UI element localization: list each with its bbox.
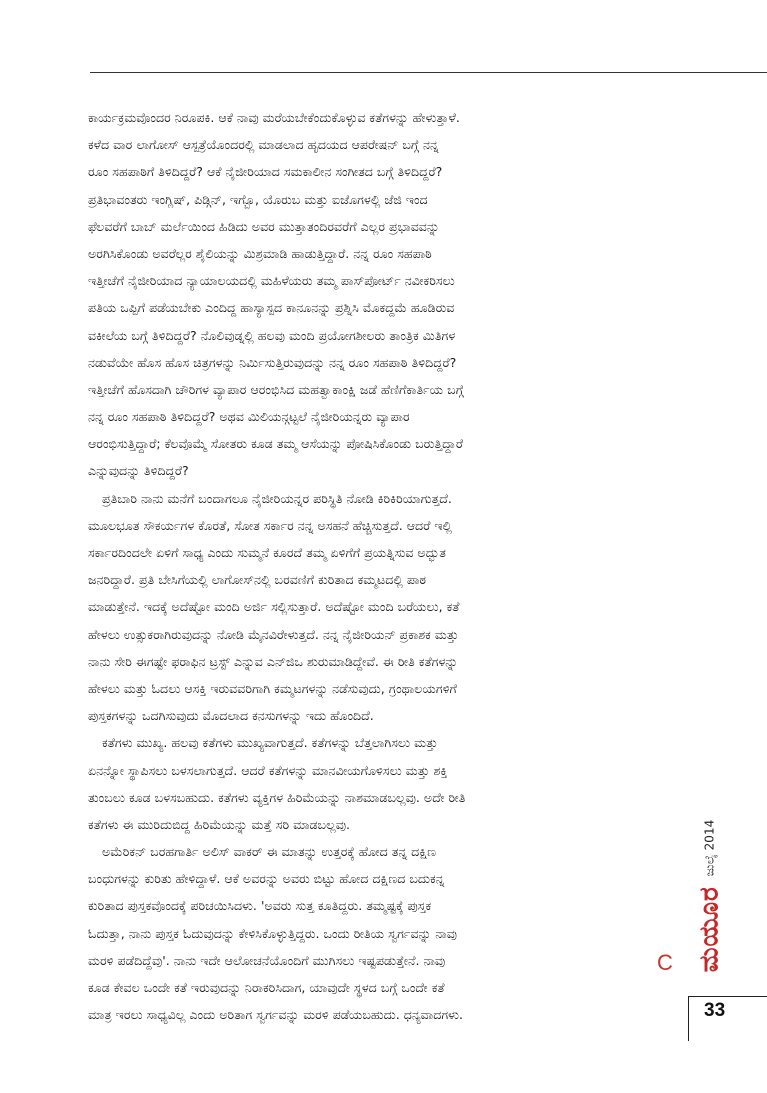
body-line: ಪ್ರತಿಭಾವಂತರು ಇಂಗ್ಲಿಷ್, ಪಿಡ್ಗಿನ್, ಇಗ್ಬೊ, ಯೊರುಬ ಮತ್ತು ಐಜೊಗಳಲ್ಲಿ ಜೆಜಿ ಇಂದ [88,191,428,207]
magazine-logo: ಮಯೂರ [694,886,725,973]
body-line: ಫೆಲವರೆಗೆ ಬಾಬ್ ಮರ್ಲೆಯಿಂದ ಹಿಡಿದು ಅವರ ಮುತ್ತಾತಂದಿರವರೆಗೆ ಎಲ್ಲರ ಪ್ರಭಾವವನ್ನು [88,218,440,234]
sidebar-rotated-group [695,820,726,972]
body-line: ಮೂಲಭೂತ ಸೌಕರ್ಯಗಳ ಕೊರತೆ, ಸೋತ ಸರ್ಕಾರ ನನ್ನ ಅಸಹನೆ ಹೆಚ್ಚಿಸುತ್ತದೆ. ಆದರೆ ಇಲ್ಲಿ [88,517,453,533]
body-line: ಜನರಿದ್ದಾರೆ. ಪ್ರತಿ ಬೇಸಿಗೆಯಲ್ಲಿ ಲಾಗೋಸ್‌ನಲ್ಲಿ ಬರವಣಿಗೆ ಕುರಿತಾದ ಕಮ್ಮಟದಲ್ಲಿ ಪಾಠ [88,572,427,588]
body-line: ಕತೆಗಳು ಮುಖ್ಯ. ಹಲವು ಕತೆಗಳು ಮುಖ್ಯವಾಗುತ್ತದೆ. ಕತೆಗಳನ್ನು ಬೆತ್ತಲಾಗಿಸಲು ಮತ್ತು [102,735,438,751]
magazine-sidebar [688,806,732,986]
body-line: ತುಂಬಲು ಕೂಡ ಬಳಸಬಹುದು. ಕತೆಗಳು ವ್ಯಕ್ತಿಗಳ ಹಿರಿಮೆಯನ್ನು ನಾಶಮಾಡಬಲ್ಲವು. ಅದೇ ರೀತಿ [88,789,466,805]
body-line: ಕುರಿತಾದ ಪುಸ್ತಕವೊಂದಕ್ಕೆ ಪರಿಚಯಿಸಿದಳು. 'ಅವರು ಸುತ್ತ ಕೂತಿದ್ದರು. ತಮ್ಮಷ್ಟಕ್ಕೆ ಪುಸ್ತಕ [88,898,432,914]
body-line: ಅಮೆರಿಕನ್ ಬರಹಗಾರ್ತಿ ಅಲಿಸ್ ವಾಕರ್ ಈ ಮಾತನ್ನು ಉತ್ತರಕ್ಕೆ ಹೋದ ತನ್ನ ದಕ್ಷಿಣ [102,844,437,860]
body-line: ಅರಗಿಸಿಕೊಂಡು ಅವರೆಲ್ಲರ ಶೈಲಿಯನ್ನು ಮಿಶ್ರಮಾಡಿ ಹಾಡುತ್ತಿದ್ದಾರೆ. ನನ್ನ ರೂಂ ಸಹಪಾಠಿ [88,245,432,261]
body-line: ಹೇಳಲು ಉತ್ಸುಕರಾಗಿರುವುದನ್ನು ನೋಡಿ ಮೈನವಿರೇಳುತ್ತದೆ. ನನ್ನ ನೈಜೀರಿಯನ್ ಪ್ರಕಾಶಕ ಮತ್ತು [88,626,459,642]
body-line: ಕತೆಗಳು ಈ ಮುರಿದುಬಿದ್ದ ಹಿರಿಮೆಯನ್ನು ಮತ್ತೆ ಸರಿ ಮಾಡಬಲ್ಲವು. [88,816,351,832]
body-line: ಎನ್ನುವುದನ್ನು ತಿಳಿದಿದ್ದರೆ? [88,463,189,479]
body-line: ನನ್ನ ರೂಂ ಸಹಪಾಠಿ ತಿಳಿದಿದ್ದರೆ? ಅಥವ ಮಿಲಿಯನ್ಗಟ್ಟಲೆ ನೈಜೀರಿಯನ್ನರು ವ್ಯಾಪಾರ [88,409,410,425]
body-line: ಕಾರ್ಯಕ್ರಮವೊಂದರ ನಿರೂಪಕಿ. ಆಕೆ ನಾವು ಮರೆಯಬೇಕೆಂದುಕೊಳ್ಳುವ ಕತೆಗಳನ್ನು ಹೇಳುತ್ತಾಳೆ. [88,110,460,125]
body-line: ನಡುವೆಯೇ ಹೊಸ ಹೊಸ ಚಿತ್ರಗಳನ್ನು ನಿರ್ಮಿಸುತ್ತಿರುವುದನ್ನು ನನ್ನ ರೂಂ ಸಹಪಾಠಿ ತಿಳಿದಿದ್ದರೆ? [88,354,457,370]
body-line: ಸರ್ಕಾರದಿಂದಲೇ ಏಳಿಗೆ ಸಾಧ್ಯ ಎಂದು ಸುಮ್ಮನೆ ಕೂರದೆ ತಮ್ಮ ಏಳಿಗೆಗೆ ಪ್ರಯತ್ನಿಸುವ ಅದ್ಭುತ [88,545,446,560]
body-line: ಮಾಡುತ್ತೇನೆ. ಇದಕ್ಕೆ ಅದೆಷ್ಟೋ ಮಂದಿ ಅರ್ಜಿ ಸಲ್ಲಿಸುತ್ತಾರೆ. ಅದೆಷ್ಟೋ ಮಂದಿ ಬರೆಯಲು, ಕತೆ [88,599,460,615]
body-line: ಮರಳಿ ಪಡೆದಿದ್ದೆವು'. ನಾನು ಇದೇ ಆಲೋಚನೆಯೊಂದಿಗೆ ಮುಗಿಸಲು ಇಷ್ಟಪಡುತ್ತೇನೆ. ನಾವು [88,952,446,968]
issue-date: ಜುಲೈ 2014 [702,819,717,877]
body-line: ಮಾತ್ರ ಇರಲು ಸಾಧ್ಯವಿಲ್ಲ ಎಂದು ಅರಿತಾಗ ಸ್ವರ್ಗವನ್ನು ಮರಳಿ ಪಡೆಯಬಹುದು. ಧನ್ಯವಾದಗಳು. [88,1007,464,1023]
body-line: ರೂಂ ಸಹಪಾಠಿಗೆ ತಿಳಿದಿದ್ದರೆ? ಆಕೆ ನೈಜೀರಿಯಾದ ಸಮಕಾಲೀನ ಸಂಗೀತದ ಬಗ್ಗೆ ತಿಳಿದಿದ್ದರೆ? [88,164,443,180]
body-line: ಪುಸ್ತಕಗಳನ್ನು ಒದಗಿಸುವುದು ಮೊದಲಾದ ಕನಸುಗಳನ್ನು ಇದು ಹೊಂದಿದೆ. [88,708,374,724]
page-number: 33 [704,1000,726,1021]
body-line: ಕೂಡ ಕೇವಲ ಒಂದೇ ಕತೆ ಇರುವುದನ್ನು ನಿರಾಕರಿಸಿದಾಗ, ಯಾವುದೇ ಸ್ಥಳದ ಬಗ್ಗೆ ಒಂದೇ ಕತೆ [88,980,445,995]
body-line: ಬಂಧುಗಳನ್ನು ಕುರಿತು ಹೇಳಿದ್ದಾಳೆ. ಆಕೆ ಅವರನ್ನು ಅವರು ಬಿಟ್ಟು ಹೋದ ದಕ್ಷಿಣದ ಬದುಕನ್ನ [88,871,445,887]
folio-rule-horizontal [688,996,767,997]
body-line: ಇತ್ತೀಚೆಗೆ ಹೊಸದಾಗಿ ಚೌರಿಗಳ ವ್ಯಾಪಾರ ಆರಂಭಿಸಿದ ಮಹತ್ವಾಕಾಂಕ್ಷಿ ಜಡೆ ಹೆಣಿಗೆಕಾರ್ತಿಯ ಬಗ್ಗೆ [88,381,464,397]
body-line: ಆರಂಭಿಸುತ್ತಿದ್ದಾರೆ; ಕೆಲವೊಮ್ಮೆ ಸೋತರು ಕೂಡ ತಮ್ಮ ಆಸೆಯನ್ನು ಪೋಷಿಸಿಕೊಂಡು ಬರುತ್ತಿದ್ದಾರೆ [88,436,463,452]
body-line: ಏನನ್ನೋ ಸ್ಥಾಪಿಸಲು ಬಳಸಲಾಗುತ್ತದೆ. ಆದರೆ ಕತೆಗಳನ್ನು ಮಾನವೀಯಗೊಳಿಸಲು ಮತ್ತು ಶಕ್ತಿ [88,762,448,778]
body-line: ಇತ್ತೀಚೆಗೆ ನೈಜೀರಿಯಾದ ನ್ಯಾಯಾಲಯದಲ್ಲಿ ಮಹಿಳೆಯರು ತಮ್ಮ ಪಾಸ್‌ಪೋರ್ಟ್ ನವೀಕರಿಸಲು [88,273,455,289]
body-line: ಕಳೆದ ವಾರ ಲಾಗೋಸ್ ಆಸ್ಪತ್ರೆಯೊಂದರಲ್ಲಿ ಮಾಡಲಾದ ಹೃದಯದ ಆಪರೇಷನ್ ಬಗ್ಗೆ ನನ್ನ [88,137,439,153]
body-line: ಓದುತ್ತಾ, ನಾನು ಪುಸ್ತಕ ಓದುವುದನ್ನು ಕೇಳಿಸಿಕೊಳ್ಳುತ್ತಿದ್ದರು. ಒಂದು ರೀತಿಯ ಸ್ವರ್ಗವನ್ನು ನಾವು [88,925,457,941]
end-of-article-mark: C [657,950,673,975]
article-body [88,104,670,1028]
body-line: ಪ್ರತಿಬಾರಿ ನಾನು ಮನೆಗೆ ಬಂದಾಗಲೂ ನೈಜೀರಿಯನ್ನರ ಪರಿಸ್ಥಿತಿ ನೋಡಿ ಕಿರಿಕಿರಿಯಾಗುತ್ತದೆ. [102,490,452,506]
body-line: ಹೇಳಲು ಮತ್ತು ಓದಲು ಆಸಕ್ತಿ ಇರುವವರಿಗಾಗಿ ಕಮ್ಮಟಗಳನ್ನು ನಡೆಸುವುದು, ಗ್ರಂಥಾಲಯಗಳಿಗೆ [88,680,457,696]
folio-rule-vertical [688,996,689,1041]
header-rule [90,72,767,73]
body-line: ಪತಿಯ ಒಪ್ಪಿಗೆ ಪಡೆಯಬೇಕು ಎಂದಿದ್ದ ಹಾಸ್ಯಾಸ್ಪದ ಕಾನೂನನ್ನು ಪ್ರಶ್ನಿಸಿ ಮೊಕದ್ದಮೆ ಹೂಡಿರುವ [88,300,455,316]
body-line: ನಾನು ಸೇರಿ ಈಗಷ್ಟೇ ಫರಾಫಿನ ಟ್ರಸ್ಟ್ ಎನ್ನುವ ಎನ್‌ಜಿಒ ಶುರುಮಾಡಿದ್ದೇವೆ. ಈ ರೀತಿ ಕತೆಗಳನ್ನು [88,653,458,669]
body-line: ವಕೀಲೆಯ ಬಗ್ಗೆ ತಿಳಿದಿದ್ದರೆ? ನೊಲಿವುಡ್ನಲ್ಲಿ ಹಲವು ಮಂದಿ ಪ್ರಯೋಗಶೀಲರು ತಾಂತ್ರಿಕ ಮಿತಿಗಳ [88,327,456,343]
